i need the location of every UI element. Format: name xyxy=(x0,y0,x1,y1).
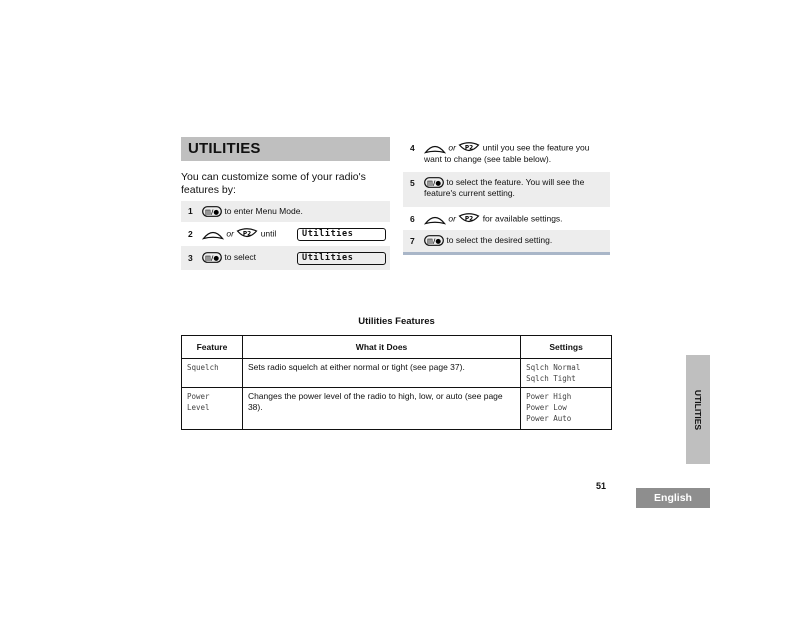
description-cell: Sets radio squelch at either normal or tight (see page 37). xyxy=(242,359,520,388)
step-body xyxy=(202,206,384,217)
step-text: to select the desired setting. xyxy=(446,235,553,245)
step-4 xyxy=(403,138,610,172)
side-tab-label: UTILITIES xyxy=(693,389,703,430)
feature-cell xyxy=(182,388,243,430)
menu-button-icon xyxy=(202,252,222,263)
side-section-tab xyxy=(686,355,710,464)
column-header-what: What it Does xyxy=(242,336,520,359)
or-text: or xyxy=(226,228,234,239)
scroll-up-button-icon xyxy=(424,143,446,154)
step-text: for available settings. xyxy=(482,213,563,224)
step-3 xyxy=(181,246,390,270)
table-row xyxy=(182,359,612,388)
lcd-display: Utilities xyxy=(297,228,386,241)
or-text: or xyxy=(448,142,456,153)
svg-text:P2: P2 xyxy=(243,231,252,238)
step-7 xyxy=(403,230,610,252)
step-2 xyxy=(181,222,390,246)
table-header-row xyxy=(182,336,612,359)
table-row xyxy=(182,388,612,430)
p2-button-icon xyxy=(458,142,480,154)
svg-text:P2: P2 xyxy=(465,145,474,152)
step-number: 2 xyxy=(188,229,193,239)
feature-cell xyxy=(182,359,243,388)
table-caption: Utilities Features xyxy=(358,316,435,327)
feature-name: Power xyxy=(187,392,210,401)
svg-text:▤/●: ▤/● xyxy=(426,237,442,246)
step-text: to select the feature. You will see the xyxy=(446,177,585,187)
scroll-up-button-icon xyxy=(424,214,446,225)
svg-text:▤/●: ▤/● xyxy=(204,208,220,217)
feature-name: Squelch xyxy=(187,363,219,372)
menu-button-icon xyxy=(202,206,222,217)
setting-value: Power Low xyxy=(526,403,567,412)
step-6 xyxy=(403,207,610,230)
step-number: 1 xyxy=(188,206,193,216)
or-text: or xyxy=(448,213,456,224)
step-5 xyxy=(403,172,610,207)
step-text: to select xyxy=(224,252,257,262)
settings-cell xyxy=(521,359,612,388)
p2-button-icon xyxy=(236,228,258,240)
step-number: 4 xyxy=(410,143,415,153)
setting-value: Sqlch Normal xyxy=(526,363,581,372)
step-1 xyxy=(181,201,390,222)
setting-value: Power High xyxy=(526,392,572,401)
features-table xyxy=(181,335,612,430)
section-divider xyxy=(403,252,610,255)
description-cell: Changes the power level of the radio to high, low, or auto (see page 38). xyxy=(242,388,520,430)
step-number: 6 xyxy=(410,214,415,224)
scroll-up-button-icon xyxy=(202,229,224,240)
setting-value: Sqlch Tight xyxy=(526,374,576,383)
setting-value: Power Auto xyxy=(526,414,572,423)
step-number: 7 xyxy=(410,236,415,246)
step-text-line2: want to change (see table below). xyxy=(424,154,552,164)
step-body xyxy=(424,177,604,199)
page-number: 51 xyxy=(596,481,607,491)
step-number: 3 xyxy=(188,253,193,263)
step-body xyxy=(424,235,604,246)
step-text: until xyxy=(260,228,277,239)
language-tab: English xyxy=(636,488,710,508)
svg-text:▤/●: ▤/● xyxy=(204,254,220,263)
column-header-feature: Feature xyxy=(182,336,243,359)
p2-button-icon xyxy=(458,213,480,225)
step-body xyxy=(424,142,604,165)
step-body xyxy=(424,213,604,225)
lcd-display: Utilities xyxy=(297,252,386,265)
section-title: UTILITIES xyxy=(181,137,390,161)
settings-cell xyxy=(521,388,612,430)
intro-text: You can customize some of your radio's features by: xyxy=(181,171,366,196)
column-header-settings: Settings xyxy=(521,336,612,359)
step-text: until you see the feature you xyxy=(482,142,590,153)
menu-button-icon xyxy=(424,235,444,246)
step-number: 5 xyxy=(410,178,415,188)
menu-button-icon xyxy=(424,177,444,188)
step-text-line2: feature's current setting. xyxy=(424,188,515,199)
feature-name: Level xyxy=(187,403,210,412)
svg-text:P2: P2 xyxy=(465,216,474,223)
step-text: to enter Menu Mode. xyxy=(224,206,303,216)
svg-text:▤/●: ▤/● xyxy=(426,179,442,188)
